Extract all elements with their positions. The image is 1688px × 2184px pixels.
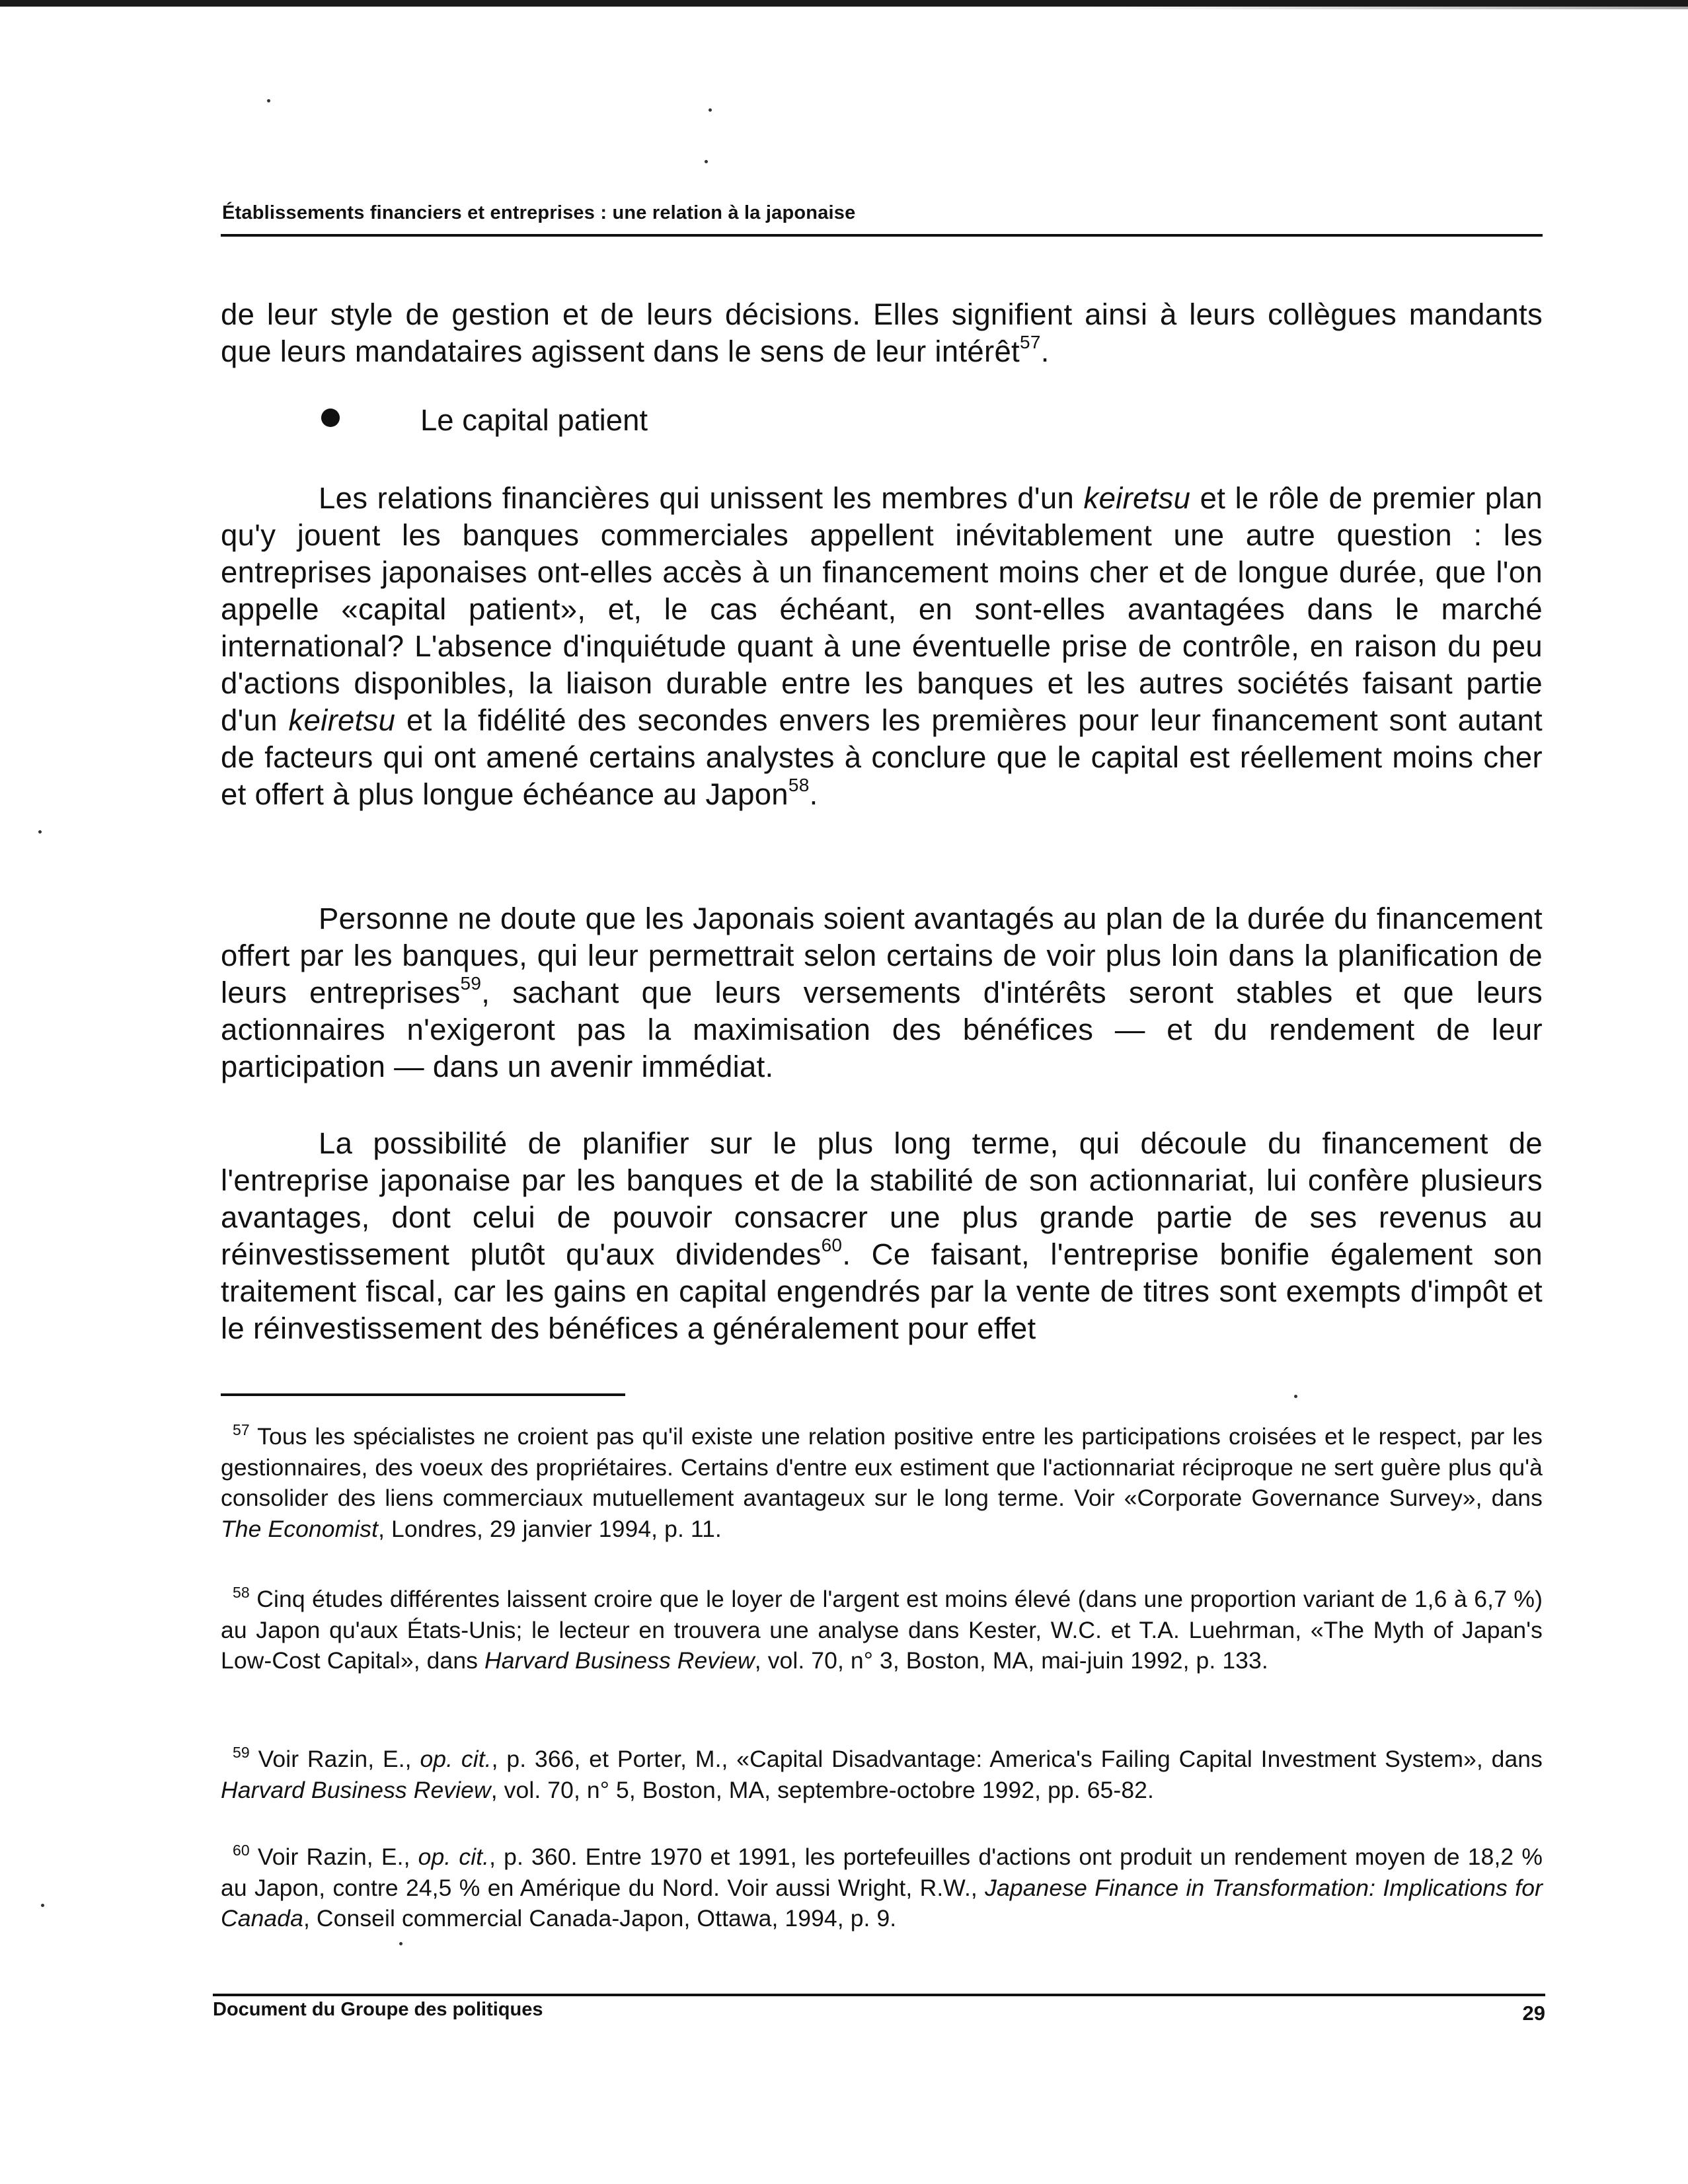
bullet-icon (321, 409, 340, 427)
footer-source: Document du Groupe des politiques (213, 1999, 543, 2020)
scan-speck (399, 1942, 403, 1945)
scan-speck (705, 160, 708, 163)
footnote-58: $^{58}$ Cinq études différentes laissent croire que le loyer de l'argent est moins élevé (dans une proportion variant de 1,6 à 6,7 %) au Japon qu'aux États-Unis; le lecteur en trouvera une analyse dans Kester, W.C. et T.A. Luehrman, «The Myth of Japan's Low-Cost Capital», dans Harvard Business Review, vol. 70, n° 3, Boston, MA, mai-juin 1992, p. 133. (221, 1584, 1543, 1674)
footnote-separator (221, 1393, 625, 1396)
scan-speck (38, 830, 42, 834)
footnote-60: $^{60}$ Voir Razin, E., op. cit., p. 360. Entre 1970 et 1991, les portefeuilles d'actions ont produit un rendement moyen de 18,2 % au Japon, contre 24,5 % en Amérique du Nord. Voir aussi Wright, R.W., Japanese Finance in Transformation: Implications for Canada, Conseil commercial Canada-Japon, Ottawa, 1994, p. 9. (221, 1842, 1543, 1931)
scan-top-border (0, 0, 1688, 7)
paragraph-keiretsu: Les relations financières qui unissent les membres d'un keiretsu et le rôle de premier plan qu'y jouent les banques commerciales appellent inévitablement une autre question : les entreprises japonaises ont-elles accès à un financement moins cher et de longue durée, que l'on appelle «capital patient», et, le cas échéant, en sont-elles avantagées dans le marché international? L'absence d'inquiétude quant à une éventuelle prise de contrôle, en raison du peu d'actions disponibles, la liaison durable entre les banques et les autres sociétés faisant partie d'un keiretsu et la fidélité des secondes envers les premières pour leur financement sont autant de facteurs qui ont amené certains analystes à conclure que le capital est réellement moins cher et offert à plus longue échéance au Japon$^{58}$. (221, 481, 1543, 811)
section-heading-capital-patient: Le capital patient (420, 403, 648, 437)
scan-speck (1294, 1395, 1297, 1398)
footnote-number: 57 (233, 1421, 250, 1438)
scan-speck (41, 1904, 44, 1907)
footnote-ref-58[interactable]: 58 (788, 775, 810, 795)
scan-speck (709, 108, 712, 112)
page-number: 29 (1522, 2002, 1545, 2025)
paragraph-planifier: La possibilité de planifier sur le plus long terme, qui découle du financement de l'entreprise japonaise par les banques et de la stabilité de son actionnariat, lui confère plusieurs avantages, dont celui de pouvoir consacrer une plus grande partie de ses revenus au réinvestissement plutôt qu'aux dividendes$^{60}$. Ce faisant, l'entreprise bonifie également son traitement fiscal, car les gains en capital engendrés par la vente de titres sont exempts d'impôt et le réinvestissement des bénéfices a généralement pour effet (221, 1126, 1543, 1345)
footnote-ref-59[interactable]: 59 (460, 973, 482, 994)
footnote-59: $^{59}$ Voir Razin, E., op. cit., p. 366, et Porter, M., «Capital Disadvantage: America's Failing Capital Investment System», dans Harvard Business Review, vol. 70, n° 5, Boston, MA, septembre-octobre 1992, pp. 65-82. (221, 1744, 1543, 1803)
scan-speck (267, 99, 270, 102)
header-rule (221, 234, 1543, 237)
footnote-number: 59 (233, 1744, 250, 1761)
footnote-57: $^{57}$ Tous les spécialistes ne croient pas qu'il existe une relation positive entre les participations croisées et le respect, par les gestionnaires, des voeux des propriétaires. Certains d'entre eux estiment que l'actionnariat réciproque ne sert guère plus qu'à consolider des liens commerciaux mutuellement avantageux sur le long terme. Voir «Corporate Governance Survey», dans The Economist, Londres, 29 janvier 1994, p. 11. (221, 1421, 1543, 1542)
footnote-number: 60 (233, 1842, 250, 1859)
paragraph-duree: Personne ne doute que les Japonais soient avantagés au plan de la durée du financement offert par les banques, qui leur permettrait selon certains de voir plus loin dans la planification de leurs entreprises$^{59}$, sachant que leurs versements d'intérêts seront stables et que leurs actionnaires n'exigeront pas la maximisation des bénéfices — et du rendement de leur participation — dans un avenir immédiat. (221, 902, 1543, 1083)
paragraph-continued: de leur style de gestion et de leurs décisions. Elles signifient ainsi à leurs collègues mandants que leurs mandataires agissent dans le sens de leur intérêt$^{57}$. (221, 297, 1543, 368)
footer-rule (213, 1994, 1545, 1996)
running-header: Établissements financiers et entreprises : une relation à la japonaise (222, 202, 856, 223)
footnote-ref-57[interactable]: 57 (1020, 332, 1041, 352)
footnote-ref-60[interactable]: 60 (821, 1235, 843, 1255)
footnote-number: 58 (233, 1584, 250, 1601)
